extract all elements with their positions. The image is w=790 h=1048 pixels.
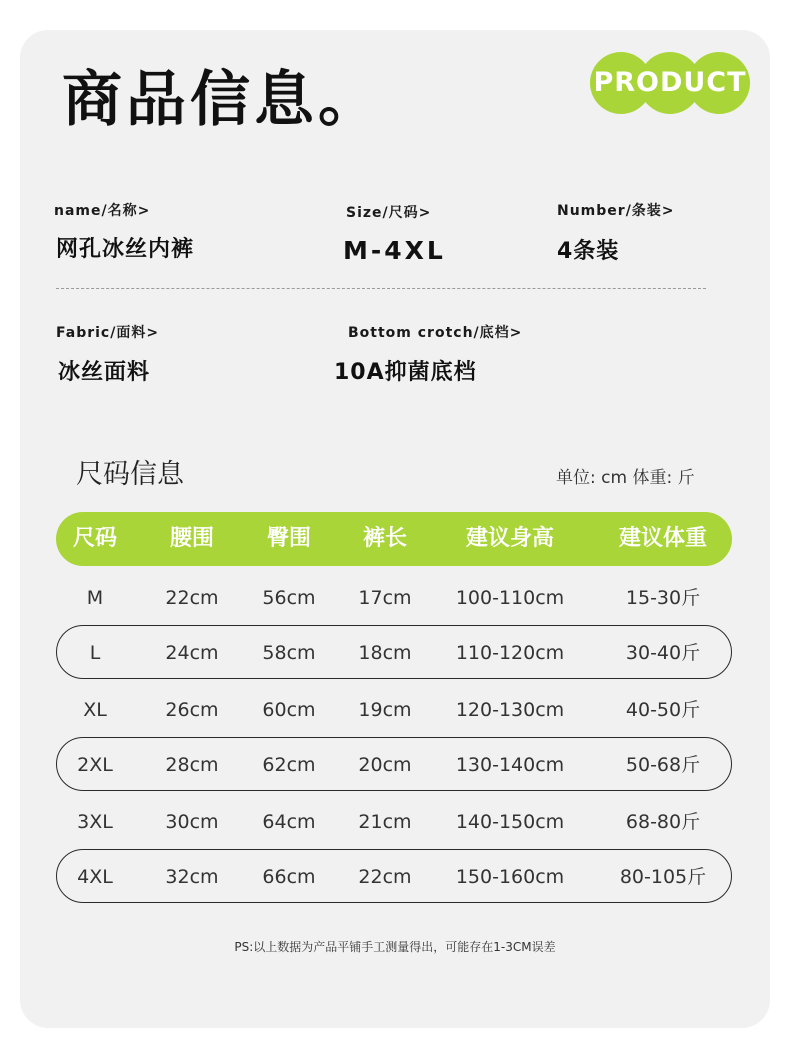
number-label: Number/条装> [557,203,675,219]
cell-hip: 64cm [262,811,316,833]
size-section-title: 尺码信息 [76,459,184,490]
cell-waist: 28cm [165,754,219,776]
cell-waist: 30cm [165,811,219,833]
product-badge-text: PRODUCT [593,67,747,98]
cell-size: 3XL [77,811,113,833]
table-row [56,737,732,791]
cell-size: 2XL [77,754,113,776]
fabric-value: 冰丝面料 [58,360,151,385]
cell-height: 110-120cm [455,642,565,664]
product-badge [590,52,750,114]
fabric-label: Fabric/面料> [56,325,160,341]
table-row [56,625,732,679]
crotch-label: Bottom crotch/底档> [348,325,523,341]
cell-length: 19cm [358,699,412,721]
cell-size: M [86,587,104,609]
size-value: M-4XL [343,236,446,265]
cell-length: 17cm [358,587,412,609]
cell-length: 21cm [358,811,412,833]
header-length: 裤长 [362,526,408,551]
cell-size: XL [83,699,107,721]
cell-length: 20cm [358,754,412,776]
cell-waist: 24cm [165,642,219,664]
cell-hip: 66cm [262,866,316,888]
header-weight: 建议体重 [618,526,708,551]
page-title: 商品信息。 [62,65,382,135]
cell-size: 4XL [77,866,113,888]
cell-hip: 56cm [262,587,316,609]
cell-waist: 32cm [165,866,219,888]
cell-height: 150-160cm [455,866,565,888]
header-hip: 臀围 [266,526,312,551]
cell-hip: 58cm [262,642,316,664]
header-size: 尺码 [72,526,118,551]
cell-hip: 62cm [262,754,316,776]
cell-weight: 30-40斤 [625,642,701,664]
cell-weight: 40-50斤 [625,699,701,721]
number-value: 4条装 [557,239,620,264]
unit-note: 单位: cm 体重: 斤 [556,468,695,488]
size-label: Size/尺码> [346,205,432,221]
cell-length: 22cm [358,866,412,888]
table-row [56,795,732,849]
cell-weight: 50-68斤 [625,754,701,776]
name-label: name/名称> [54,203,151,219]
cell-height: 140-150cm [455,811,565,833]
table-row [56,571,732,625]
cell-waist: 22cm [165,587,219,609]
cell-weight: 15-30斤 [625,587,701,609]
cell-height: 120-130cm [455,699,565,721]
cell-waist: 26cm [165,699,219,721]
name-value: 网孔冰丝内裤 [56,237,195,262]
table-row [56,683,732,737]
cell-height: 100-110cm [455,587,565,609]
cell-weight: 68-80斤 [625,811,701,833]
size-table-header [56,512,732,566]
cell-length: 18cm [358,642,412,664]
cell-hip: 60cm [262,699,316,721]
cell-height: 130-140cm [455,754,565,776]
header-height: 建议身高 [465,526,555,551]
footnote: PS:以上数据为产品平铺手工测量得出，可能存在1-3CM误差 [234,940,556,954]
cell-size: L [89,642,101,664]
header-waist: 腰围 [169,526,215,551]
crotch-value: 10A抑菌底档 [334,360,477,385]
divider [56,288,706,289]
cell-weight: 80-105斤 [619,866,707,888]
table-row [56,849,732,903]
